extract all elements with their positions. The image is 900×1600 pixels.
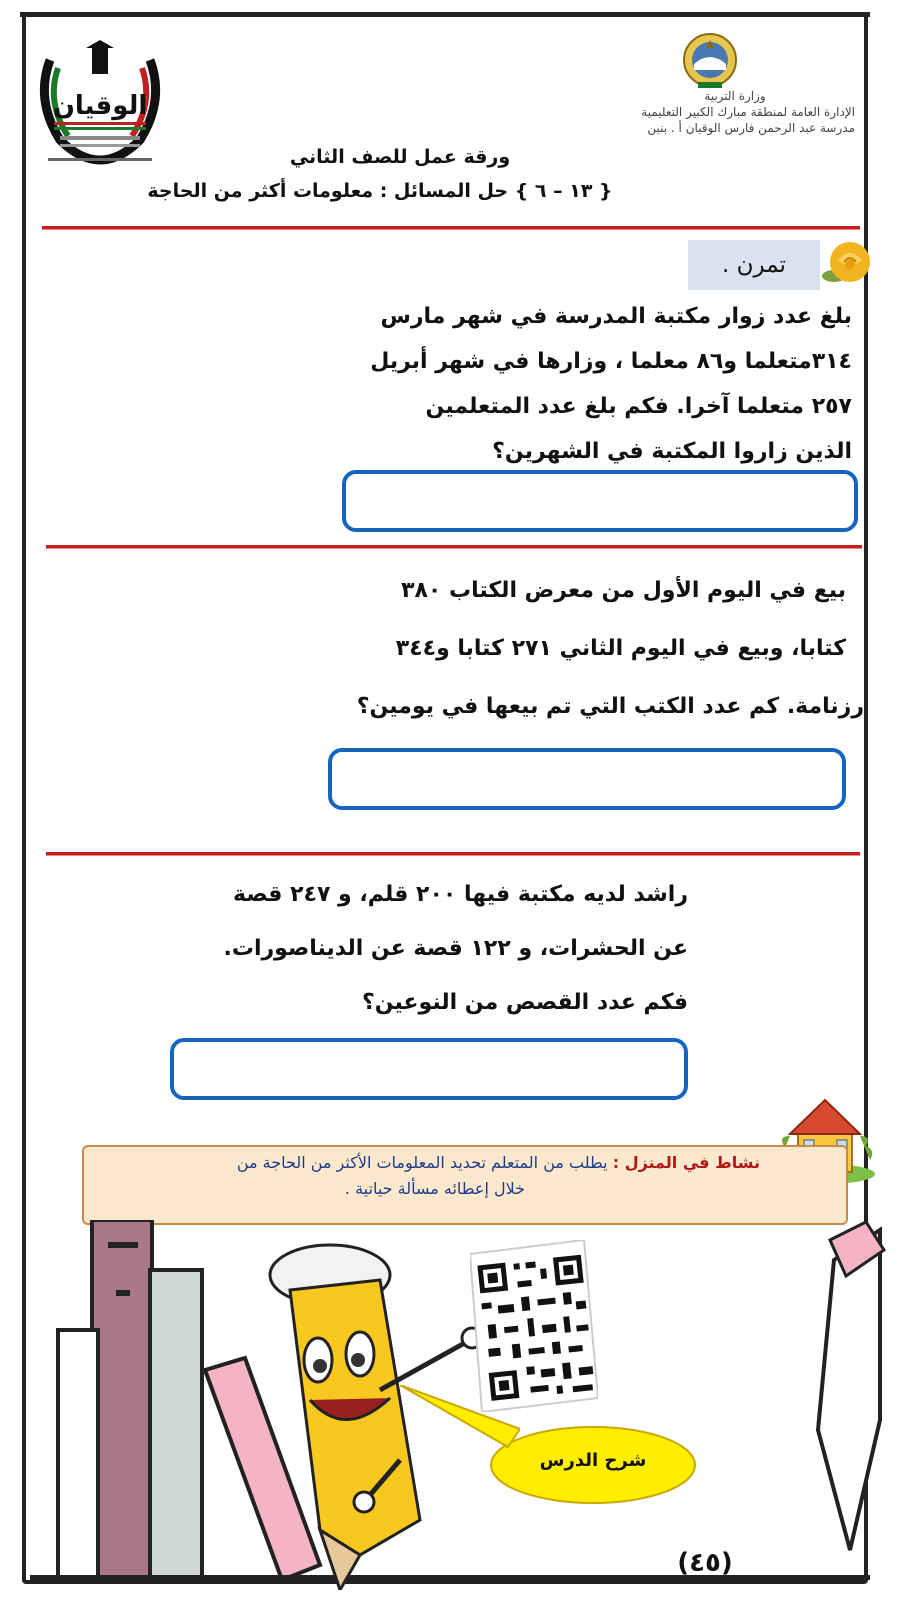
- problem-line: راشد لديه مكتبة فيها ٢٠٠ قلم، و ٢٤٧ قصة: [233, 882, 688, 907]
- ministry-emblem-icon: [680, 30, 740, 94]
- section-divider: [42, 226, 860, 230]
- problem-2: [224, 562, 864, 736]
- home-activity-text: خلال إعطائه مسألة حياتية .: [344, 1179, 526, 1198]
- worksheet-title: ورقة عمل للصف الثاني: [289, 146, 511, 168]
- ministry-line: وزارة التربية: [704, 89, 766, 103]
- ministry-line: الإدارة العامة لمنطقة مبارك الكبير التعليمية: [641, 105, 855, 119]
- problem-line: ٣١٤متعلما و٨٦ معلما ، وزارها في شهر أبريل: [370, 349, 852, 374]
- home-activity: [110, 1150, 760, 1202]
- lesson-title: { ١٣ – ٦ } حل المسائل : معلومات أكثر من الحاجة: [147, 180, 613, 202]
- problem-1: [192, 294, 852, 474]
- problem-line: فكم عدد القصص من النوعين؟: [361, 990, 688, 1015]
- problem-line: عن الحشرات، و ١٢٢ قصة عن الديناصورات.: [223, 936, 688, 961]
- section-divider: [46, 545, 862, 549]
- home-activity-label: نشاط في المنزل :: [612, 1153, 760, 1172]
- problem-line: بلغ عدد زوار مكتبة المدرسة في شهر مارس: [380, 304, 852, 329]
- problem-line: كتابا، وبيع في اليوم الثاني ٢٧١ كتابا و٣٤٤: [395, 636, 846, 661]
- answer-box-2[interactable]: [328, 748, 846, 810]
- answer-box-3[interactable]: [170, 1038, 688, 1100]
- speech-bubble-tail: [400, 1385, 520, 1455]
- logo-text: الوقيان: [52, 91, 148, 121]
- school-logo: [30, 40, 170, 168]
- answer-box-1[interactable]: [342, 470, 858, 532]
- problem-3: [48, 868, 688, 1030]
- speech-bubble-text: شرح الدرس: [539, 1450, 647, 1471]
- exercise-label: تمرن .: [688, 240, 820, 290]
- ministry-line: مدرسة عبد الرحمن فارس الوقيان أ . بنين: [647, 121, 855, 135]
- problem-line: ٢٥٧ متعلما آخرا. فكم بلغ عدد المتعلمين: [425, 394, 852, 419]
- problem-line: الذين زاروا المكتبة في الشهرين؟: [492, 439, 852, 464]
- rose-icon: [820, 236, 876, 292]
- problem-line: رزنامة. كم عدد الكتب التي تم بيعها في يومين؟: [356, 694, 864, 719]
- problem-line: بيع في اليوم الأول من معرض الكتاب ٣٨٠: [401, 578, 846, 603]
- home-activity-text: يطلب من المتعلم تحديد المعلومات الأكثر من الحاجة من: [236, 1153, 608, 1172]
- page-number: (٤٥): [677, 1548, 733, 1578]
- ministry-header: [555, 88, 855, 136]
- section-divider: [46, 852, 860, 856]
